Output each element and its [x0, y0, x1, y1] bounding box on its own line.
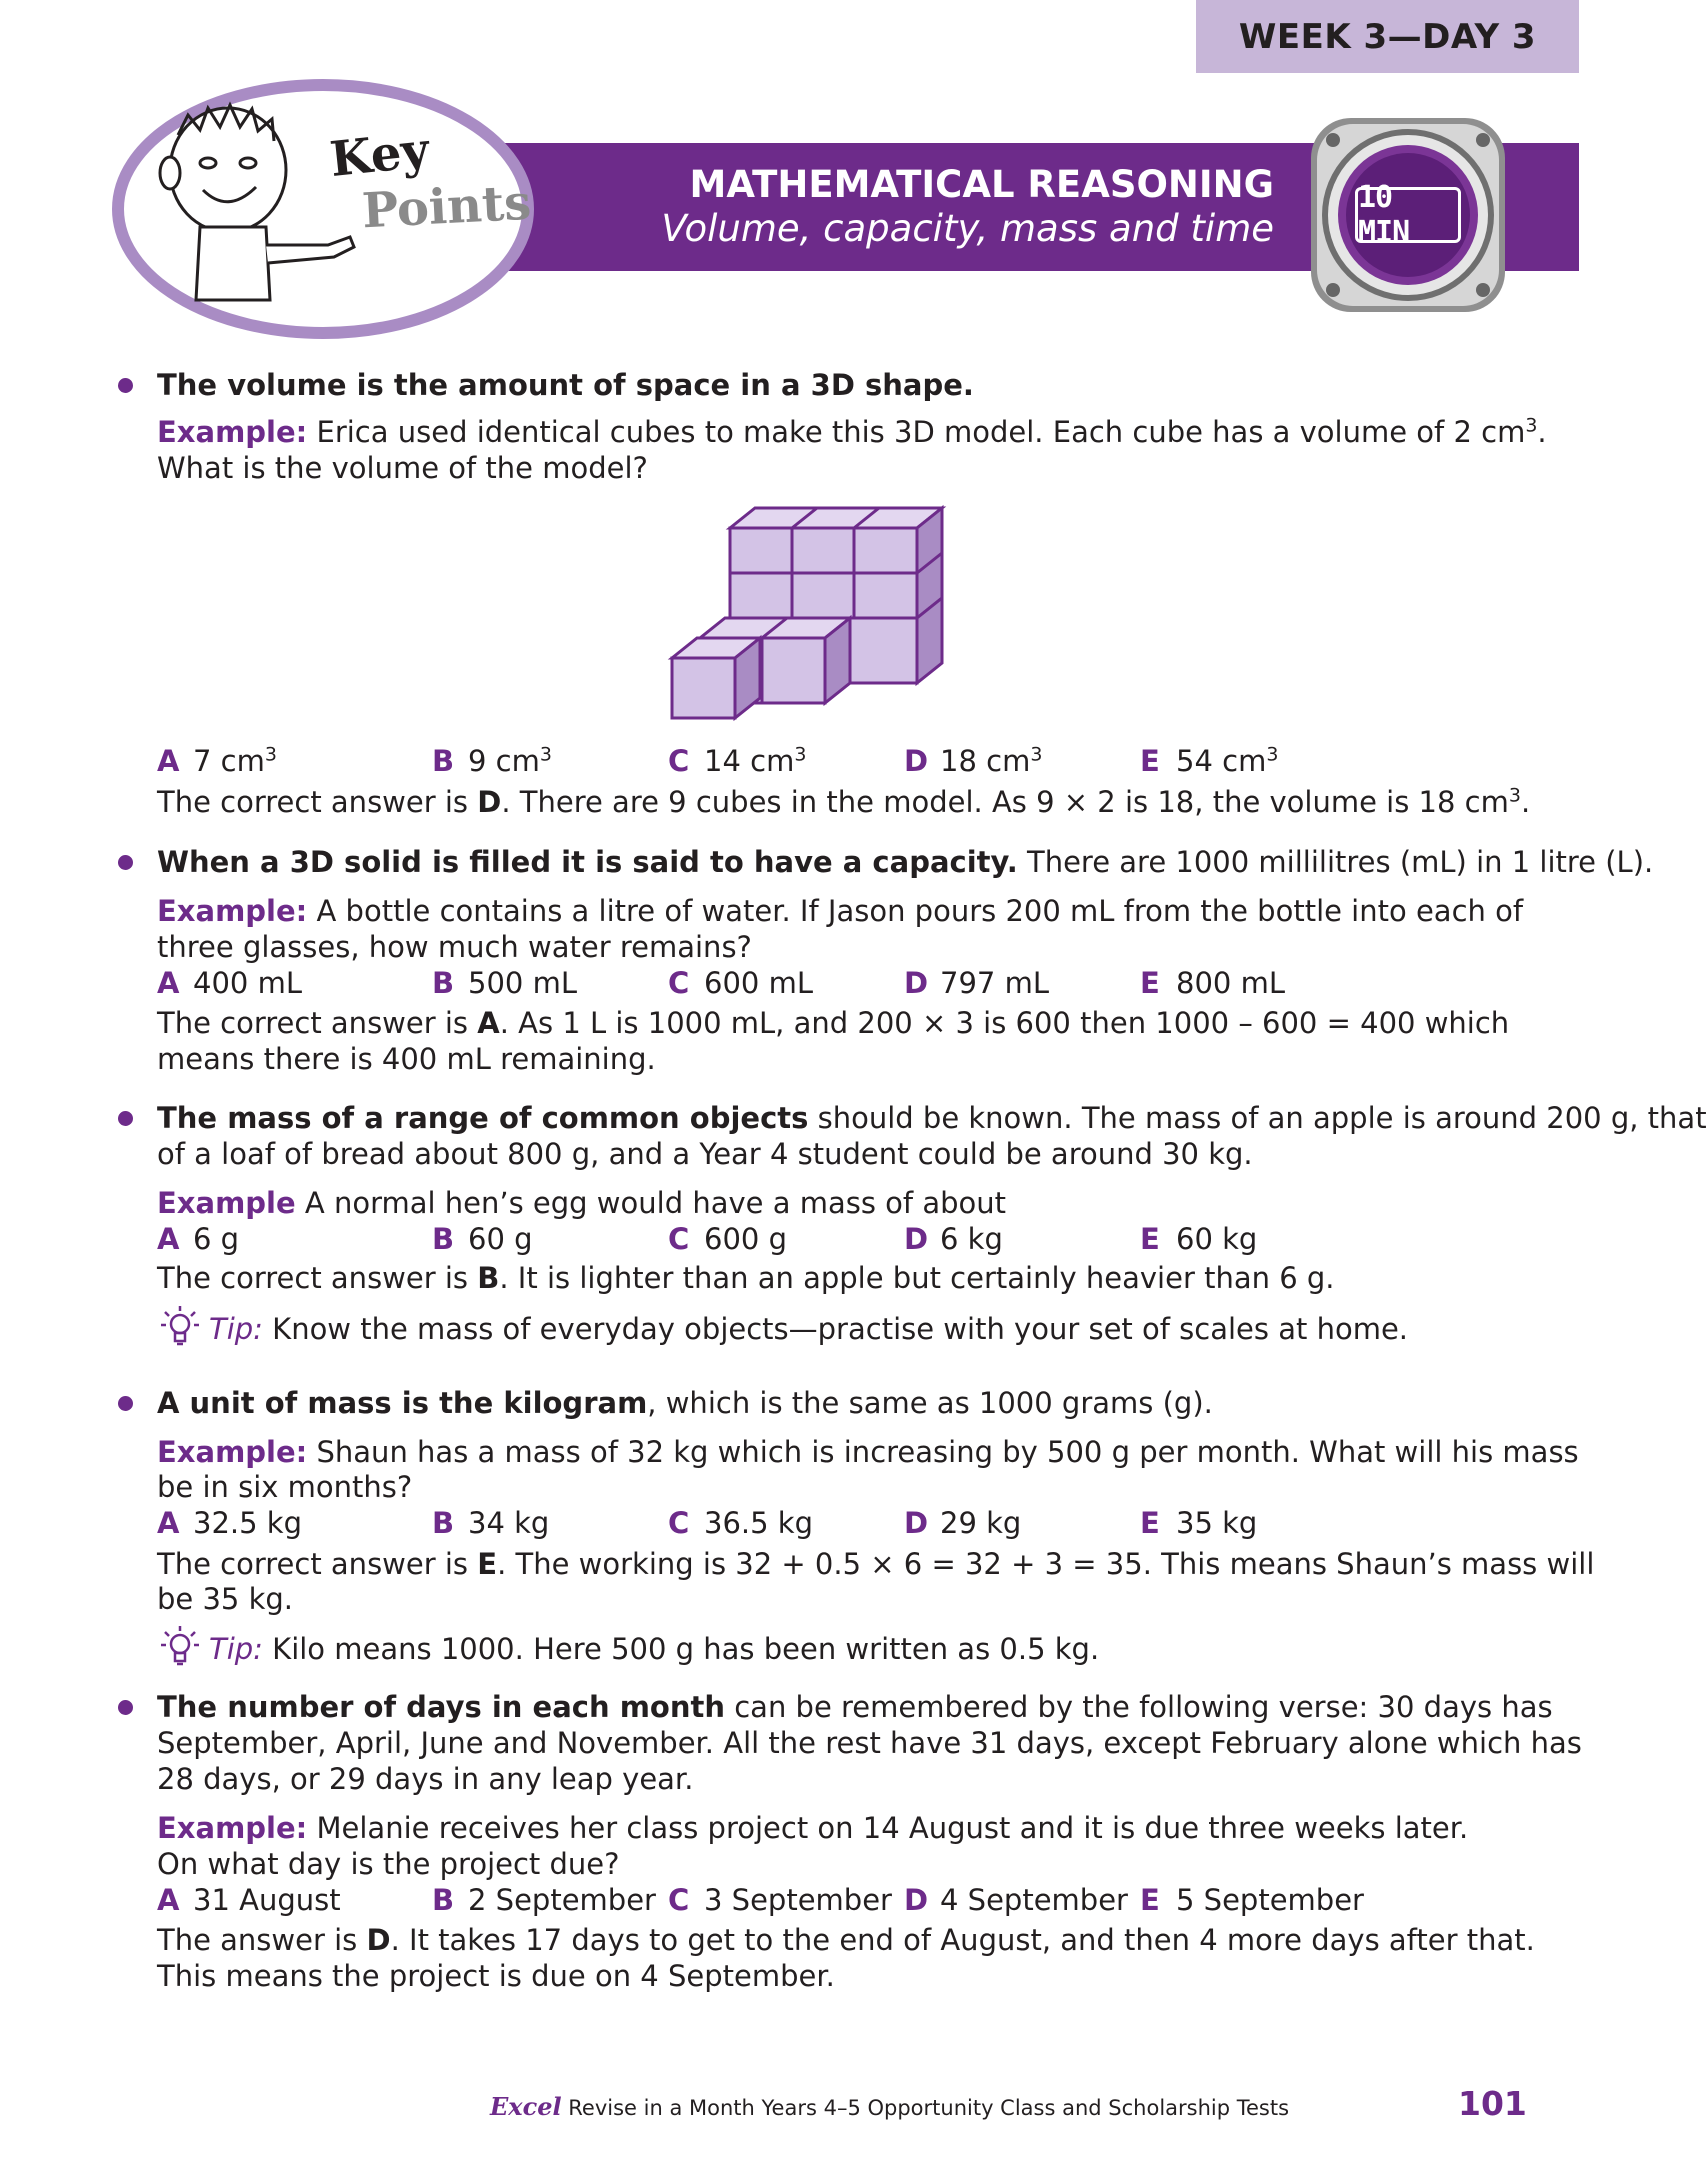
- banner-title: MATHEMATICAL REASONING: [689, 163, 1274, 206]
- s3-option: A 6 g: [157, 1222, 240, 1256]
- s3-option: C 600 g: [668, 1222, 787, 1256]
- s4-option: C 36.5 kg: [668, 1506, 813, 1540]
- s4-option: E 35 kg: [1140, 1506, 1258, 1540]
- s4-example-line2: be in six months?: [157, 1470, 413, 1504]
- s4-example-line1: Example: Shaun has a mass of 32 kg which is increasing by 500 g per month. What will his mass: [157, 1435, 1579, 1469]
- s2-answer-line1: The correct answer is A. As 1 L is 1000 mL, and 200 × 3 is 600 then 1000 – 600 = 400 which: [157, 1006, 1510, 1040]
- s3-tip: Tip: Know the mass of everyday objects—practise with your set of scales at home.: [209, 1312, 1409, 1346]
- s4-answer-line1: The correct answer is E. The working is 32 + 0.5 × 6 = 32 + 3 = 35. This means Shaun’s mass will: [157, 1547, 1595, 1581]
- s1-answer: The correct answer is D. There are 9 cubes in the model. As 9 × 2 is 18, the volume is 18 $cm^3$.: [157, 784, 1531, 819]
- cube-model-figure: [670, 508, 960, 723]
- s2-option: D 797 mL: [904, 966, 1049, 1000]
- s3-answer: The correct answer is B. It is lighter than an apple but certainly heavier than 6 g.: [157, 1261, 1335, 1295]
- s1-option: A 7 $cm^3$: [157, 743, 277, 778]
- s4-option: A 32.5 kg: [157, 1506, 302, 1540]
- s5-answer-line2: This means the project is due on 4 September.: [157, 1959, 835, 1993]
- s4-tip: Tip: Kilo means 1000. Here 500 g has been written as 0.5 kg.: [209, 1632, 1100, 1666]
- s1-example-line1: Example: Erica used identical cubes to make this 3D model. Each cube has a volume of 2 $cm^3$.: [157, 414, 1547, 449]
- s5-example-line1: Example: Melanie receives her class project on 14 August and it is due three weeks later.: [157, 1811, 1469, 1845]
- s2-example-line2: three glasses, how much water remains?: [157, 930, 752, 964]
- s5-option: D 4 September: [904, 1883, 1128, 1917]
- s3-heading: The mass of a range of common objects should be known. The mass of an apple is around 200 g, that: [157, 1101, 1707, 1135]
- week-day-tab: WEEK 3—DAY 3: [1196, 0, 1579, 73]
- bullet-point: [118, 1396, 133, 1411]
- s3-option: B 60 g: [432, 1222, 533, 1256]
- lightbulb-icon: [160, 1624, 200, 1670]
- s2-answer-line2: means there is 400 mL remaining.: [157, 1042, 656, 1076]
- s1-example-line2: What is the volume of the model?: [157, 451, 648, 485]
- s5-example-line2: On what day is the project due?: [157, 1847, 620, 1881]
- s3-option: E 60 kg: [1140, 1222, 1258, 1256]
- s2-heading: When a 3D solid is filled it is said to have a capacity. There are 1000 millilitres (mL) in 1 litre (L).: [157, 845, 1654, 879]
- page-number: 101: [1458, 2084, 1527, 2123]
- s1-option: D 18 $cm^3$: [904, 743, 1043, 778]
- bullet-point: [118, 1111, 133, 1126]
- timer-badge: [1293, 100, 1523, 330]
- s2-option: B 500 mL: [432, 966, 577, 1000]
- s2-option: C 600 mL: [668, 966, 813, 1000]
- s2-option: E 800 mL: [1140, 966, 1285, 1000]
- s5-option: E 5 September: [1140, 1883, 1364, 1917]
- s2-example-line1: Example: A bottle contains a litre of water. If Jason pours 200 mL from the bottle into each of: [157, 894, 1524, 928]
- s5-answer-line1: The answer is D. It takes 17 days to get to the end of August, and then 4 more days after that.: [157, 1923, 1535, 1957]
- bullet-point: [118, 378, 133, 393]
- s5-line2: September, April, June and November. All the rest have 31 days, except February alone which has: [157, 1726, 1582, 1760]
- s1-option: E 54 $cm^3$: [1140, 743, 1279, 778]
- key-points-word1: Key: [327, 121, 432, 189]
- bullet-point: [118, 855, 133, 870]
- s5-option: B 2 September: [432, 1883, 656, 1917]
- banner-subtitle: Volume, capacity, mass and time: [661, 207, 1274, 250]
- s3-line2: of a loaf of bread about 800 g, and a Year 4 student could be around 30 kg.: [157, 1137, 1253, 1171]
- s1-option: B 9 $cm^3$: [432, 743, 552, 778]
- key-points-word2: Points: [360, 174, 533, 240]
- s4-option: D 29 kg: [904, 1506, 1022, 1540]
- s4-answer-line2: be 35 kg.: [157, 1582, 294, 1616]
- footer-credit: Excel Revise in a Month Years 4–5 Opportunity Class and Scholarship Tests: [490, 2092, 1290, 2121]
- s5-line3: 28 days, or 29 days in any leap year.: [157, 1762, 694, 1796]
- s2-option: A 400 mL: [157, 966, 302, 1000]
- s5-option: C 3 September: [668, 1883, 892, 1917]
- s4-heading: A unit of mass is the kilogram, which is the same as 1000 grams (g).: [157, 1386, 1213, 1420]
- s4-option: B 34 kg: [432, 1506, 550, 1540]
- s1-option: C 14 $cm^3$: [668, 743, 807, 778]
- s3-example-line1: Example A normal hen’s egg would have a mass of about: [157, 1186, 1006, 1220]
- s3-option: D 6 kg: [904, 1222, 1003, 1256]
- s5-heading: The number of days in each month can be remembered by the following verse: 30 days has: [157, 1690, 1553, 1724]
- s1-heading: The volume is the amount of space in a 3D shape.: [157, 368, 974, 402]
- timer-label: 10 MIN: [1355, 187, 1461, 243]
- s5-option: A 31 August: [157, 1883, 341, 1917]
- bullet-point: [118, 1700, 133, 1715]
- key-points-badge: [108, 75, 538, 343]
- lightbulb-icon: [160, 1304, 200, 1350]
